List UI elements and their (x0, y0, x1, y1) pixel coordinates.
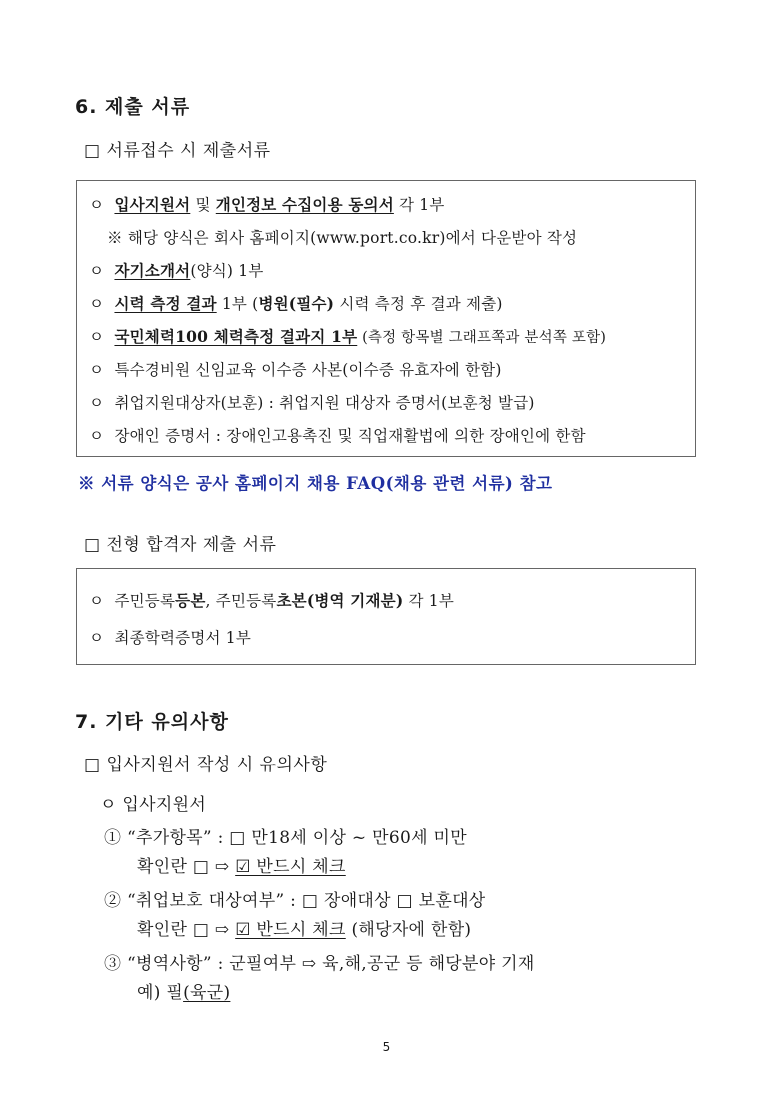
section-7-sub-precautions: □ 입사지원서 작성 시 유의사항 (84, 755, 328, 775)
precaution-3-line-1: ③ “병역사항” : 군필여부 ⇨ 육,해,공군 등 해당분야 기재 (104, 954, 535, 974)
doc-line-form-note: ※ 해당 양식은 회사 홈페이지(www.port.co.kr)에서 다운받아 작성 (107, 229, 578, 247)
doc-line-training-cert: ㅇ 특수경비원 신임교육 이수증 사본(이수증 유효자에 한함) (89, 361, 502, 379)
doc-line-education-cert: ㅇ 최종학력증명서 1부 (89, 629, 252, 647)
doc-line-self-intro: ㅇ 자기소개서(양식) 1부 (89, 261, 264, 280)
precaution-1-line-2: 확인란 □ ⇨ ☑ 반드시 체크 (137, 857, 346, 877)
page-number: 5 (382, 1040, 391, 1054)
doc-line-disability-cert: ㅇ 장애인 증명서 : 장애인고용촉진 및 직업재활법에 의한 장애인에 한함 (89, 427, 586, 445)
document-form-note: ※ 서류 양식은 공사 홈페이지 채용 FAQ(채용 관련 서류) 참고 (78, 474, 553, 493)
section-7-title: 7. 기타 유의사항 (75, 711, 229, 733)
precaution-2-line-2: 확인란 □ ⇨ ☑ 반드시 체크 (해당자에 한함) (137, 920, 472, 940)
doc-line-application-form: ㅇ 입사지원서 및 개인정보 수집이용 동의서 각 1부 (89, 195, 445, 214)
doc-line-vision-test: ㅇ 시력 측정 결과 1부 (병원(필수) 시력 측정 후 결과 제출) (89, 294, 503, 313)
doc-line-veteran-cert: ㅇ 취업지원대상자(보훈) : 취업지원 대상자 증명서(보훈청 발급) (89, 394, 535, 412)
application-documents-box (76, 180, 696, 457)
precaution-3-line-2: 예) 필(육군) (137, 983, 231, 1003)
precaution-2-line-1: ② “취업보호 대상여부” : □ 장애대상 □ 보훈대상 (104, 891, 486, 911)
section-6-sub-passers: □ 전형 합격자 제출 서류 (84, 535, 277, 555)
doc-line-fitness-test: ㅇ 국민체력100 체력측정 결과지 1부 (측정 항목별 그래프쪽과 분석쪽 포함) (89, 327, 607, 346)
section-6-sub-application: □ 서류접수 시 제출서류 (84, 141, 271, 161)
doc-line-resident-register: ㅇ 주민등록등본, 주민등록초본(병역 기재분) 각 1부 (89, 591, 455, 610)
precaution-1-line-1: ① “추가항목” : □ 만18세 이상 ~ 만60세 미만 (104, 828, 467, 848)
application-form-item: ㅇ 입사지원서 (100, 795, 207, 815)
passer-documents-box (76, 568, 696, 665)
section-6-title: 6. 제출 서류 (75, 96, 191, 118)
